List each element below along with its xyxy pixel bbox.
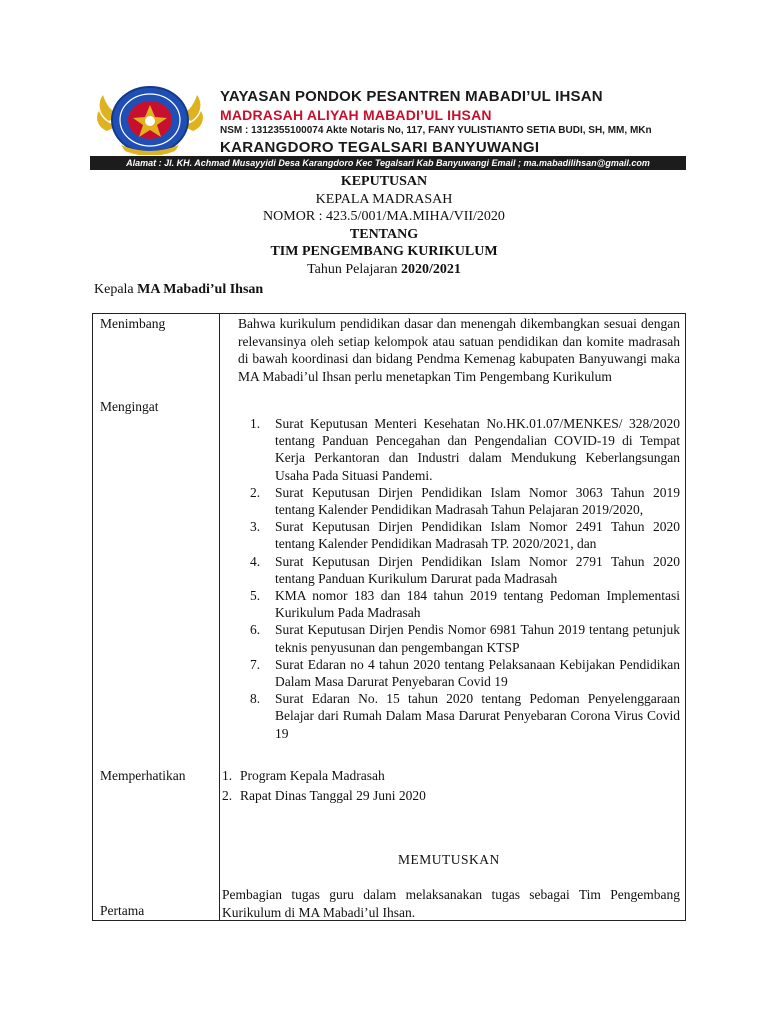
registration-line: NSM : 131235510007​4 Akte Notaris No, 117, FANY YULISTIANTO SETIA BUDI, SH, MM, MKn: [220, 125, 652, 136]
school-name: MADRASAH ALIYAH MABADI’UL IHSAN: [220, 107, 492, 123]
list-item-number: 2.: [250, 484, 261, 500]
title-about: TENTANG: [349, 226, 419, 242]
list-item-number: 3.: [250, 519, 261, 535]
list-item-text: Program Kepala Madrasah: [240, 768, 385, 783]
list-item: [240, 415, 680, 484]
label-noting: Memperhatikan: [100, 768, 186, 783]
list-item-text: Surat Keputusan Dirjen Pendidikan Islam Nomor 2791 Tahun 2020 tentang Panduan Kurikulum Darurat pada Madrasah: [275, 553, 680, 586]
list-item: [240, 690, 680, 742]
addressee: [94, 282, 263, 298]
label-recalling: Mengingat: [100, 399, 159, 414]
list-item-number: 2.: [222, 788, 233, 803]
list-item-text: KMA nomor 183 dan 184 tahun 2019 tentang Pedoman Implementasi Kurikulum Pada Madrasah: [275, 588, 680, 621]
list-item-number: 1.: [250, 416, 261, 431]
label-first: Pertama: [100, 903, 145, 918]
list-item-text: Surat Keputusan Dirjen Pendis Nomor 6981 Tahun 2019 tentang petunjuk teknis penyusunan dan pengembangan KTSP: [275, 622, 680, 655]
list-item-text: Surat Edaran No. 15 tahun 2020 tentang Pedoman Penyelenggaraan Belajar dari Rumah Dalam Masa Darurat Penyebaran Corona Virus Covid 19: [275, 691, 680, 741]
addressee-prefix: Kepala: [94, 282, 138, 297]
decree-title: [0, 173, 768, 279]
list-item-text: Surat Keputusan Dirjen Pendidikan Islam Nomor 2491 Tahun 2020 tentang Kalender Pendidikan Madrasah TP. 2020/2021, dan: [275, 519, 680, 552]
title-head: KEPALA MADRASAH: [315, 191, 453, 207]
location-name: KARANGDORO TEGALSARI BANYUWANGI: [220, 139, 540, 156]
list-item-text: Surat Keputusan Menteri Kesehatan No.HK.01.07/MENKES/ 328/2020 tentang Panduan Pencegahan dan Pengendalian COVID-19 di Tempat Kerja Perkantoran dan Industri dalam Mendukung Keberlangsungan Usaha Pada Situasi Pandemi.: [275, 416, 680, 483]
list-item-text: Surat Keputusan Dirjen Pendidikan Islam Nomor 3063 Tahun 2019 tentang Kalender Pendidikan Madrasah Tahun Pelajaran 2019/2020,: [275, 484, 680, 518]
title-subject: TIM PENGEMBANG KURIKULUM: [270, 244, 498, 260]
title-number: NOMOR : 423.5/001/MA.MIHA/VII/2020: [263, 209, 505, 225]
table-column-divider: [219, 313, 220, 921]
considering-text: Bahwa kurikulum pendidikan dasar dan menengah dikembangkan sesuai dengan relevansinya oleh setiap kelompok atau satuan pendidikan dan komite madrasah di bawah koordinasi dan bidang Pendma Kemenag kabupaten Banyuwangi maka MA Mabadi’ul Ihsan perlu menetapkan Tim Pengembang Kurikulum: [238, 316, 680, 384]
list-item-number: 7.: [250, 656, 261, 672]
list-item: [240, 553, 680, 587]
madrasah-logo-icon: [95, 85, 205, 155]
list-item-number: 4.: [250, 553, 261, 569]
title-decree: KEPUTUSAN: [340, 174, 428, 189]
addressee-name: MA Mabadi’ul Ihsan: [137, 282, 264, 297]
list-item: [240, 484, 680, 518]
list-item: [240, 621, 680, 655]
title-year-prefix: Tahun Pelajaran: [307, 261, 401, 277]
noting-list: [222, 766, 426, 806]
list-item-text: Surat Edaran no 4 tahun 2020 tentang Pelaksanaan Kebijakan Pendidikan Dalam Masa Darurat Penyebaran Covid 19: [275, 656, 680, 690]
list-item: [222, 786, 426, 806]
list-item: [240, 587, 680, 621]
letterhead: [90, 80, 686, 172]
recalling-list: [240, 415, 680, 742]
title-year-value: 2020/2021: [400, 261, 461, 277]
list-item: [240, 518, 680, 552]
list-item-number: 1.: [222, 768, 233, 783]
list-item: [240, 656, 680, 690]
list-item-number: 5.: [250, 588, 261, 604]
decide-heading: MEMUTUSKAN: [398, 852, 500, 867]
title-year: [0, 261, 768, 279]
list-item-number: 6.: [250, 622, 261, 638]
address-bar: Alamat : Jl. KH. Achmad Musayyidi Desa Karangdoro Kec Tegalsari Kab Banyuwangi Email ; ma.mabadilihsan@gmail.com: [90, 156, 686, 170]
first-decision-text: Pembagian tugas guru dalam melaksanakan tugas sebagai Tim Pengembang Kurikulum di MA Mabadi’ul Ihsan.: [222, 887, 680, 920]
list-item: [222, 766, 426, 786]
list-item-number: 8.: [250, 691, 261, 707]
foundation-name: YAYASAN PONDOK PESANTREN MABADI’UL IHSAN: [220, 88, 603, 105]
list-item-text: Rapat Dinas Tanggal 29 Juni 2020: [240, 788, 426, 803]
label-considering: Menimbang: [100, 316, 166, 331]
